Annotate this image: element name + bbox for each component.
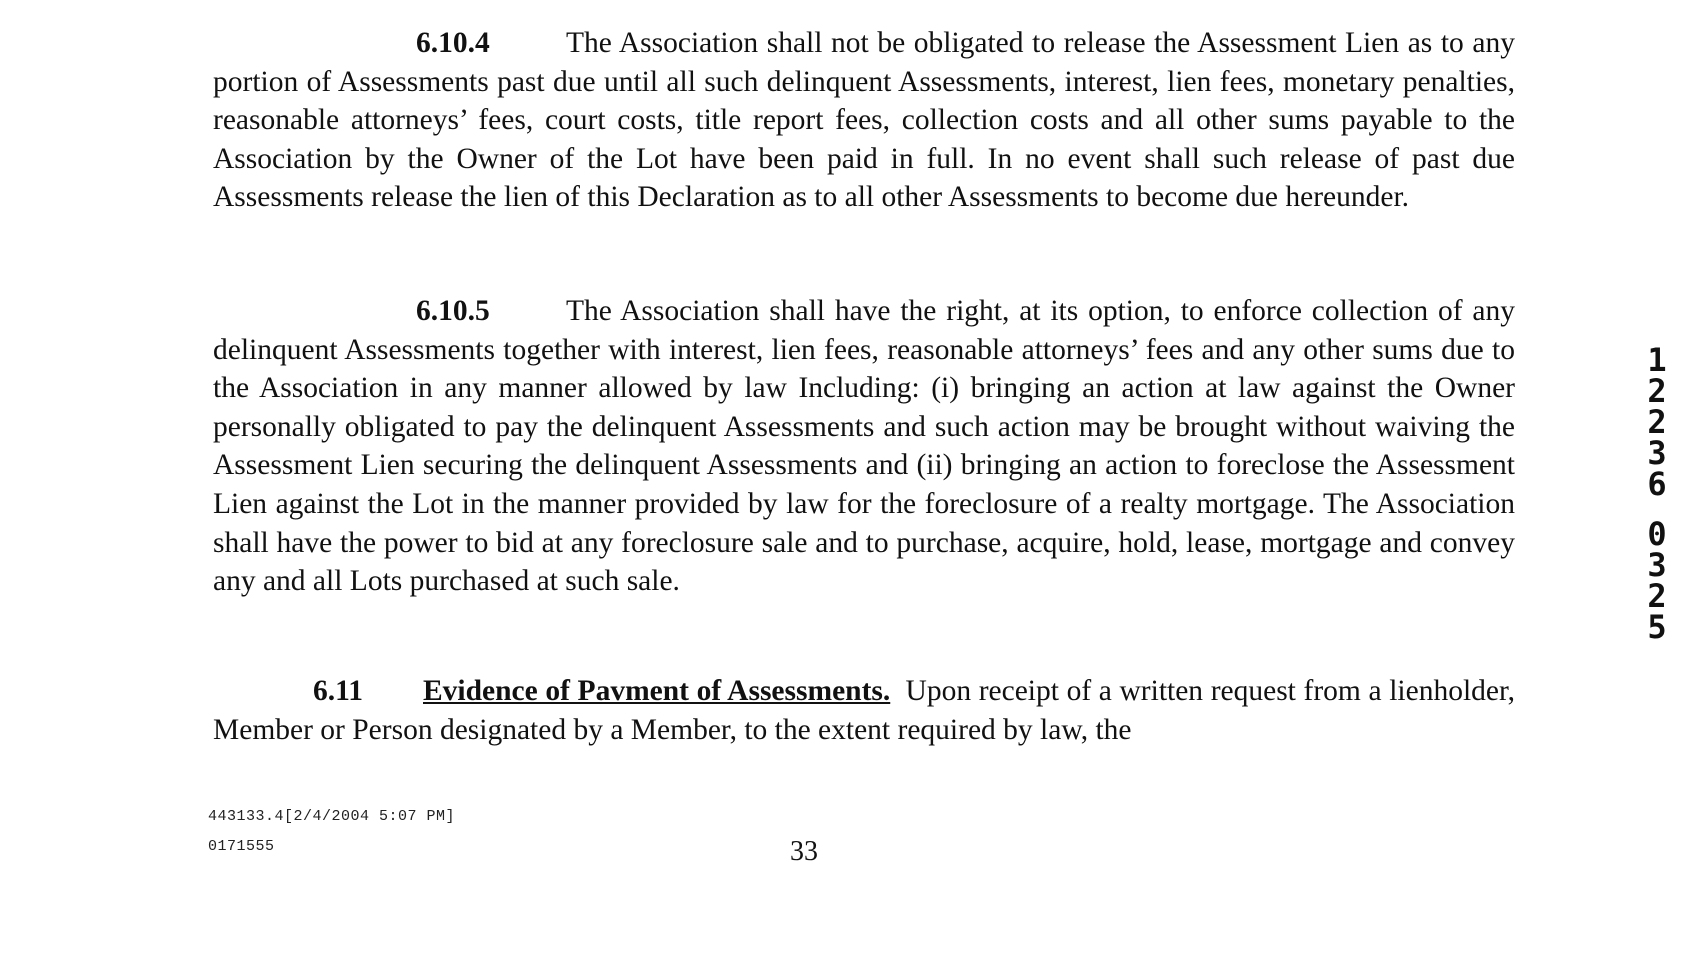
stamp-digit: 1: [1647, 341, 1667, 379]
section-6-10-5: [213, 292, 1515, 601]
stamp-digit: 2: [1647, 372, 1667, 410]
section-6-11: [213, 672, 1515, 749]
page-number: 33: [790, 836, 818, 867]
stamp-digit: 5: [1647, 608, 1667, 646]
stamp-digit: 2: [1647, 577, 1667, 615]
stamp-digit: 0: [1647, 515, 1667, 553]
section-6-10-4: [213, 24, 1515, 217]
section-text: Upon receipt of a written request from a lienholder, Member or Person designated by a Member, to the extent required by law, the: [213, 675, 1515, 746]
footer-doc-id: 443133.4[2/4/2004 5:07 PM]: [208, 808, 456, 825]
stamp-digit: 3: [1647, 434, 1667, 472]
section-text: The Association shall not be obligated to release the Assessment Lien as to any portion of Assessments past due until all such delinquent Assessments, interest, lien fees, monetary penalties, reasonable attorneys’ fees, court costs, title report fees, collection costs and all other sums payable to the Association by the Owner of the Lot have been paid in full. In no event shall such release of past due Assessments release the lien of this Declaration as to all other Assessments to become due hereunder.: [213, 27, 1515, 214]
section-number: 6.10.4: [416, 27, 490, 59]
section-text: The Association shall have the right, at its option, to enforce collection of any delinquent Assessments together with interest, lien fees, reasonable attorneys’ fees and any other sums due to the Association in any manner allowed by law Including: (i) bringing an action at law against the Owner personally obligated to pay the delinquent Assessments and such action may be brought without waiving the Assessment Lien securing the delinquent Assessments and (ii) bringing an action to foreclose the Assessment Lien against the Lot in the manner provided by law for the foreclosure of a realty mortgage. The Association shall have the power to bid at any foreclosure sale and to purchase, acquire, hold, lease, mortgage and convey any and all Lots purchased at such sale.: [213, 295, 1515, 598]
recording-number-stamp: [1640, 341, 1674, 646]
stamp-digit: 6: [1647, 465, 1667, 503]
section-number: 6.11: [313, 675, 363, 707]
stamp-digit: 3: [1647, 546, 1667, 584]
stamp-digit: 2: [1647, 403, 1667, 441]
section-heading: Evidence of Pavment of Assessments.: [423, 675, 891, 707]
footer-file-number: 0171555: [208, 838, 275, 855]
section-number: 6.10.5: [416, 295, 490, 327]
